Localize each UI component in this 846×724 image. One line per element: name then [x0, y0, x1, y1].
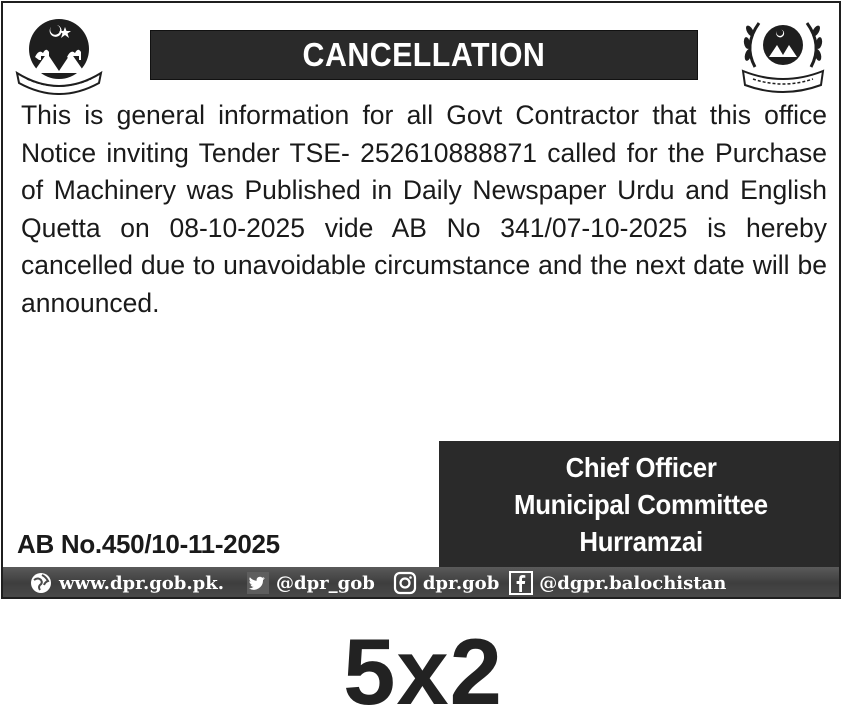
notice-title: CANCELLATION [302, 36, 546, 73]
signature-department: Municipal Committee [514, 488, 768, 520]
notice-advertisement [1, 1, 841, 599]
footer-instagram[interactable] [393, 571, 499, 595]
signature-location: Hurramzai [579, 525, 703, 557]
notice-body-text: This is general information for all Govt Contractor that this office Notice inviting Tender TSE- 252610888871 called for the Purchase of Machinery was Published in Daily Newspaper Urdu and English Quetta on 08-10-2025 vide AB No 341/07-10-2025 is hereby cancelled due to unavoidable circumstance and the next date will be announced. [21, 100, 827, 318]
globe-icon [29, 571, 53, 595]
balochistan-emblem-left-logo [13, 13, 105, 95]
ad-size-label: 5x2 [343, 619, 503, 724]
footer-twitter[interactable] [246, 571, 375, 595]
dgpr-emblem-right-logo [737, 13, 829, 95]
signature-designation: Chief Officer [565, 451, 717, 483]
twitter-icon [246, 571, 270, 595]
footer-social-bar [3, 567, 839, 599]
signature-block [439, 441, 841, 567]
website-url: www.dpr.gob.pk. [59, 572, 224, 594]
ab-number: AB No.450/10-11-2025 [17, 529, 280, 559]
instagram-icon [393, 571, 417, 595]
twitter-handle: @dpr_gob [275, 572, 375, 594]
instagram-handle: dpr.gob [422, 572, 500, 594]
footer-facebook[interactable] [509, 571, 726, 595]
facebook-handle: @dgpr.balochistan [539, 572, 727, 594]
facebook-icon [509, 571, 533, 595]
footer-website[interactable] [29, 571, 224, 595]
title-banner [150, 30, 698, 80]
